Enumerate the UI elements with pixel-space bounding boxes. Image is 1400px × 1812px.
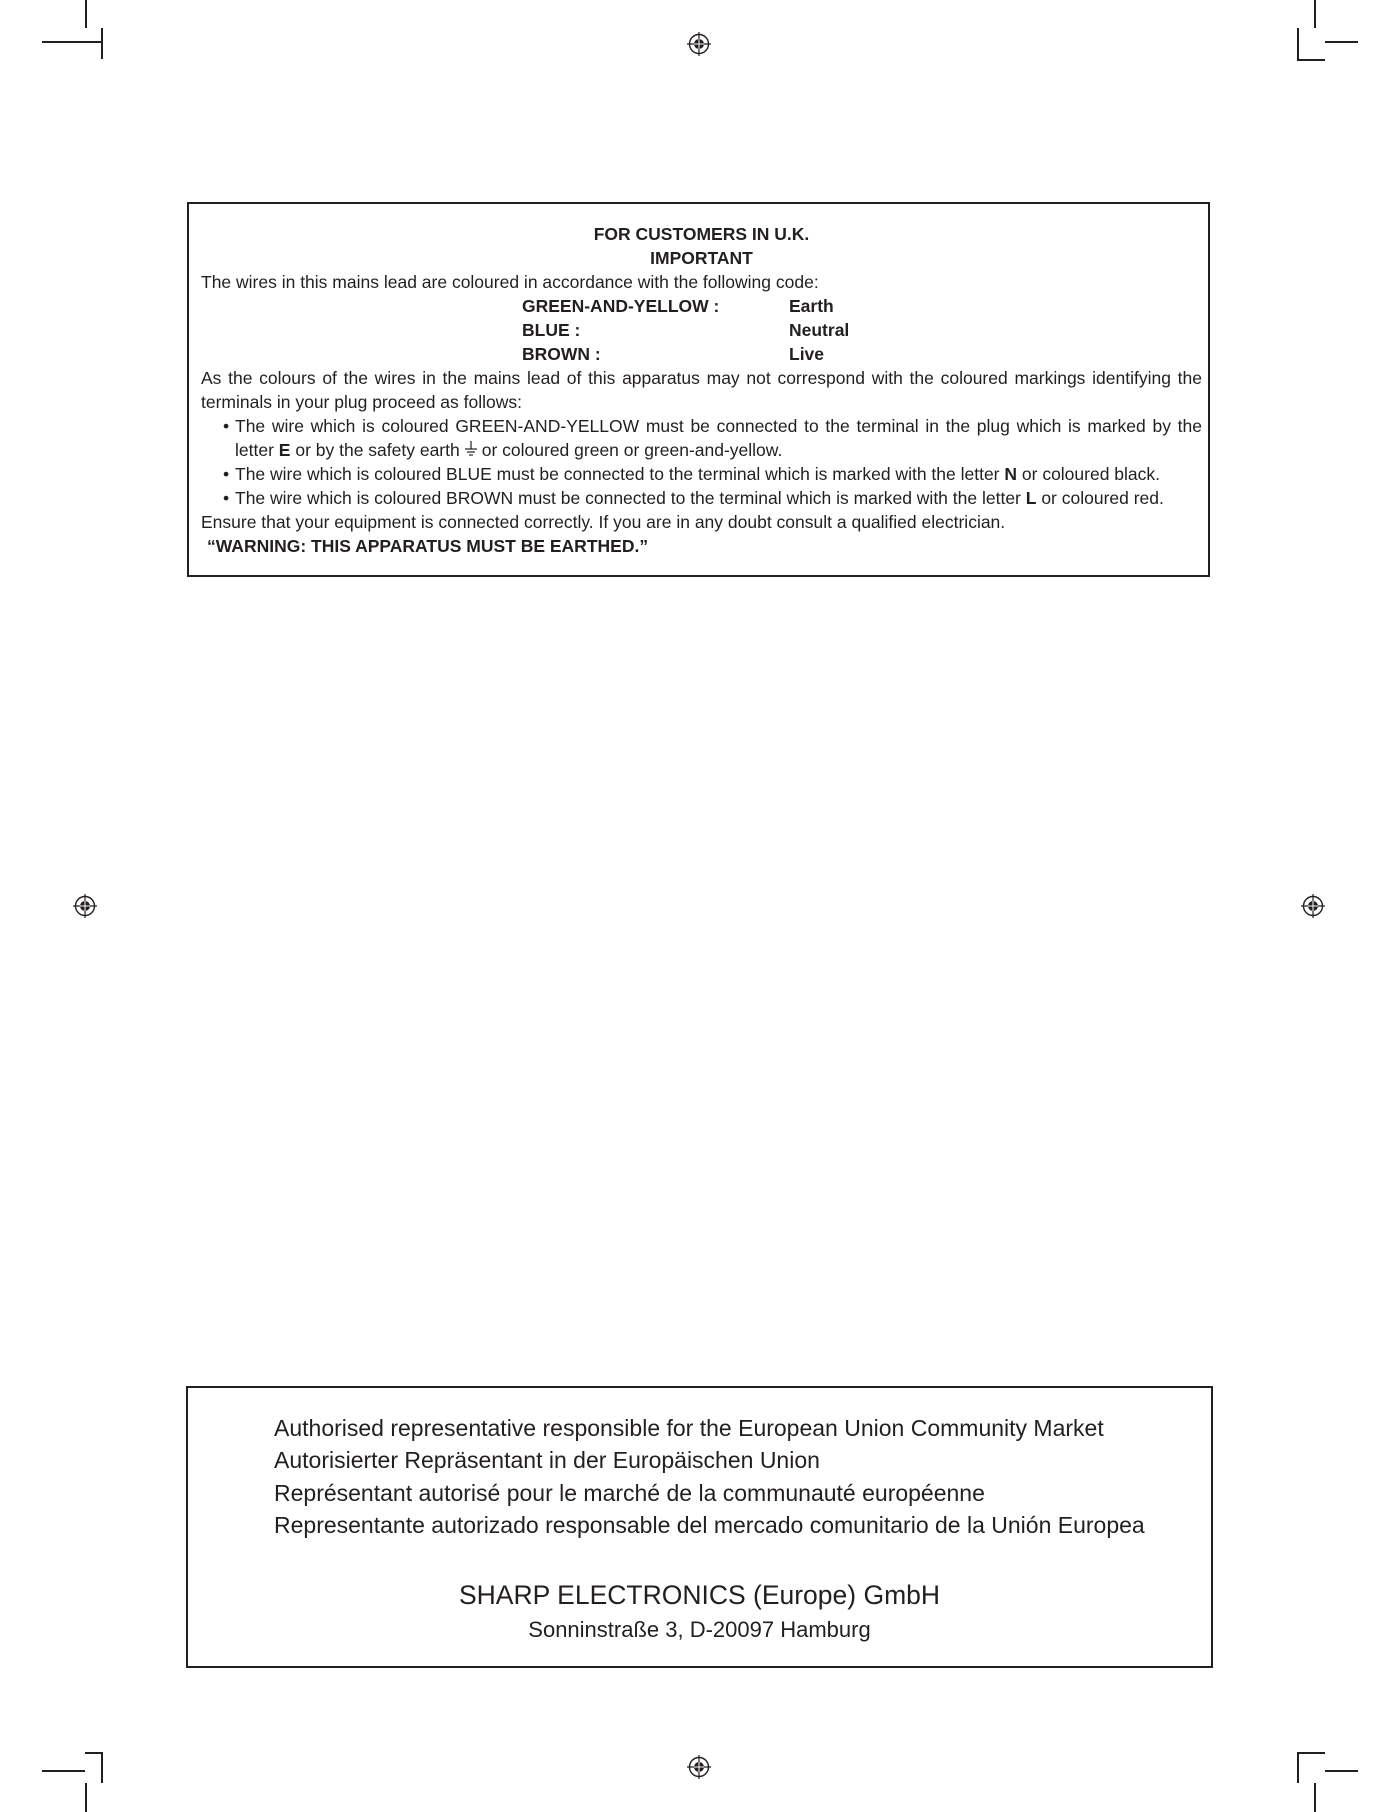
registration-mark-icon	[1301, 894, 1325, 918]
company-address: Sonninstraße 3, D-20097 Hamburg	[528, 1617, 871, 1642]
terminal-letter: N	[1004, 464, 1018, 484]
crop-mark-bottom-left-v2	[85, 1783, 87, 1812]
wire-code-row	[201, 318, 1202, 342]
bullet-text: or coloured red.	[1036, 488, 1164, 508]
safety-earth-icon	[464, 440, 478, 458]
representative-line-de: Autorisierter Repräsentant in der Europäischen Union	[274, 1447, 820, 1474]
crop-mark-top-right-h2	[1325, 41, 1358, 43]
crop-mark-bottom-right-v	[1297, 1752, 1299, 1783]
bullet-text: or coloured green or green-and-yellow.	[481, 440, 783, 460]
wire-code-row	[201, 294, 1202, 318]
bullet-dot: •	[223, 488, 230, 508]
representative-lines	[274, 1412, 1145, 1541]
notice-bullet-live	[201, 486, 1202, 510]
crop-mark-top-right-v	[1297, 28, 1299, 59]
registration-mark-icon	[687, 1755, 711, 1779]
terminal-letter: L	[1025, 488, 1037, 508]
wire-code-row	[201, 342, 1202, 366]
crop-mark-bottom-right-h2	[1325, 1770, 1358, 1772]
crop-mark-bottom-left-h	[42, 1770, 85, 1772]
registration-mark-icon	[73, 894, 97, 918]
registration-mark-icon	[687, 32, 711, 56]
bullet-dot: •	[223, 464, 230, 484]
crop-mark-top-right-v2	[1314, 0, 1316, 28]
bullet-text: The wire which is coloured BLUE must be connected to the terminal which is marked with the letter	[235, 464, 1005, 484]
crop-mark-bottom-left-h2	[85, 1752, 102, 1754]
notice-intro: The wires in this mains lead are coloured in accordance with the following code:	[201, 272, 819, 292]
crop-mark-bottom-left-v	[101, 1752, 103, 1783]
earthing-warning: “WARNING: THIS APPARATUS MUST BE EARTHED.”	[207, 536, 649, 556]
notice-ensure: Ensure that your equipment is connected correctly. If you are in any doubt consult a qualified electrician.	[201, 512, 1006, 532]
notice-heading: FOR CUSTOMERS IN U.K.	[593, 224, 810, 244]
notice-bullet-earth	[201, 414, 1202, 462]
bullet-text: The wire which is coloured BROWN must be connected to the terminal which is marked with the letter	[235, 488, 1026, 508]
crop-mark-top-right-h	[1297, 59, 1325, 61]
wire-code-value: Live	[789, 344, 825, 364]
bullet-text: The wire which is coloured GREEN-AND-YELLOW must be connected to the terminal in the plug which is marked by the letter	[235, 416, 1202, 460]
crop-mark-bottom-right-v2	[1314, 1783, 1316, 1812]
crop-mark-top-left-v2	[101, 28, 103, 59]
representative-line-fr: Représentant autorisé pour le marché de la communauté européenne	[274, 1479, 985, 1506]
bullet-dot: •	[223, 416, 230, 436]
crop-mark-top-left-h	[42, 41, 102, 43]
wire-code-label: BROWN :	[522, 344, 601, 364]
eu-representative-box	[186, 1386, 1213, 1668]
wire-code-label: BLUE :	[522, 320, 581, 340]
terminal-letter: E	[278, 440, 291, 460]
bullet-text: or by the safety earth	[290, 440, 460, 460]
company-name: SHARP ELECTRONICS (Europe) GmbH	[458, 1580, 941, 1610]
crop-mark-top-left-v	[85, 0, 87, 28]
crop-mark-bottom-right-h	[1297, 1752, 1325, 1754]
notice-subheading: IMPORTANT	[650, 248, 753, 268]
notice-bullet-neutral	[201, 462, 1202, 486]
wire-code-value: Earth	[789, 296, 834, 316]
notice-paragraph: As the colours of the wires in the mains lead of this apparatus may not correspond with the coloured markings identifying the terminals in your plug proceed as follows:	[201, 368, 1202, 412]
representative-line-en: Authorised representative responsible for the European Union Community Market	[274, 1415, 1104, 1441]
uk-customers-notice	[187, 202, 1210, 577]
wire-code-label: GREEN-AND-YELLOW :	[522, 296, 720, 316]
wire-code-value: Neutral	[789, 320, 850, 340]
representative-line-es: Representante autorizado responsable del mercado comunitario de la Unión Europea	[274, 1511, 1145, 1538]
bullet-text: or coloured black.	[1017, 464, 1161, 484]
